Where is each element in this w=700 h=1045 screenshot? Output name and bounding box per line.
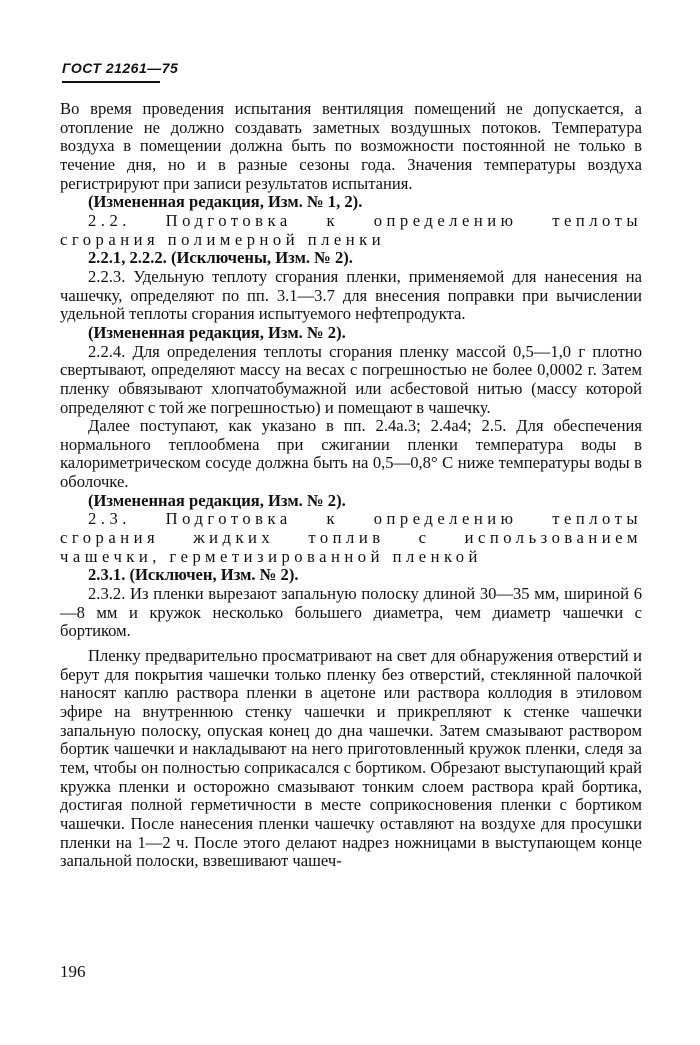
excluded-note-2-2-1: 2.2.1, 2.2.2. (Исключены, Изм. № 2). <box>88 248 353 268</box>
header-underline <box>62 81 160 83</box>
revision-note-1: (Измененная редакция, Изм. № 1, 2). <box>88 192 363 212</box>
document-header: ГОСТ 21261—75 <box>62 60 179 76</box>
paragraph-2-2-3: 2.2.3. Удельную теплоту сгорания пленки, применяемой для нанесения на чашечку, определяют по пп. 3.1—3.7 для внесения поправки при вычислении удельной теплоты сгорания испытуемого нефтепродукта. <box>60 266 642 324</box>
section-heading-2-2: 2.2. Подготовка к определению теплоты сгорания полимерной пленки <box>60 210 642 249</box>
excluded-note-2-3-1: 2.3.1. (Исключен, Изм. № 2). <box>88 565 299 585</box>
page-number: 196 <box>60 962 86 981</box>
paragraph-heat-exchange: Далее поступают, как указано в пп. 2.4а.3; 2.4а4; 2.5. Для обеспечения нормального теплообмена при сжигании пленки температура воды в калориметрическом сосуде должна быть на 0,5—0,8° С ниже температуры воды в оболочке. <box>60 416 642 492</box>
paragraph-ventilation: Во время проведения испытания вентиляция помещений не допускается, а отопление не должно создавать заметных воздушных потоков. Температура воздуха в помещении должна быть по возможности постоянной не только в течение дня, но и в разные сезоны года. Значения температуры воздуха регистрируют при записи результатов испытания. <box>60 99 642 193</box>
page-body <box>60 100 642 871</box>
section-heading-2-3: 2.3. Подготовка к определению теплоты сгорания жидких топлив с использованием чашечки, герметизированной пленкой <box>60 509 642 566</box>
paragraph-2-2-4: 2.2.4. Для определения теплоты сгорания пленку массой 0,5—1,0 г плотно свертывают, определяют массу на весах с погрешностью не более 0,0002 г. Затем пленку обвязывают хлопчатобумажной или асбестовой нитью (массу которой определяют с той же погрешностью) и помещают в чашечку. <box>60 341 642 417</box>
paragraph-film-preparation: Пленку предварительно просматривают на свет для обнаружения отверстий и берут для покрытия чашечки только пленку без отверстий, стеклянной палочкой наносят каплю раствора пленки в ацетоне или раствора коллодия в этиловом эфире на внутреннюю стенку чашечки и прикрепляют к стенке чашечки запальную полоску, опуская конец до дна чашечки. Затем смазывают раствором бортик чашечки и накладывают на него приготовленный кружок пленки, следя за тем, чтобы он полностью соприкасался с бортиком. Обрезают выступающий край кружка пленки и осторожно смазывают тонким слоем раствора край бортика, достигая полной герметичности в месте соприкосновения пленки с бортиком чашечки. После нанесения пленки чашечку оставляют на воздухе для просушки пленки на 1—2 ч. После этого делают надрез ножницами в выступающем конце запальной полоски, взвешивают чашеч- <box>60 646 642 871</box>
paragraph-2-3-2: 2.3.2. Из пленки вырезают запальную полоску длиной 30—35 мм, шириной 6—8 мм и кружок несколько большего диаметра, чем диаметр чашечки с бортиком. <box>60 584 642 641</box>
revision-note-3: (Измененная редакция, Изм. № 2). <box>88 490 346 510</box>
revision-note-2: (Измененная редакция, Изм. № 2). <box>88 322 346 342</box>
